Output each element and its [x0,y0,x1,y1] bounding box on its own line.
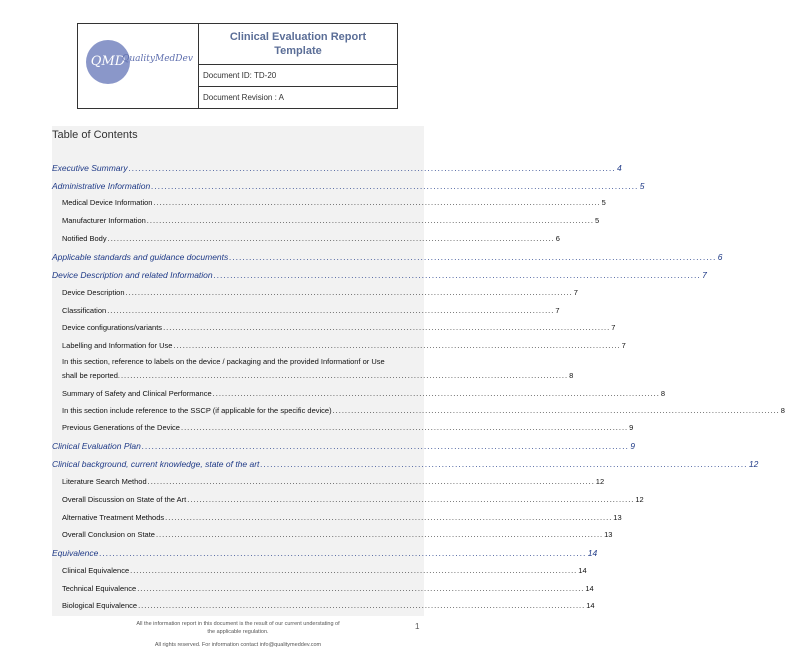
footer-line-1: All the information report in this document is the result of our current understating of [136,621,340,627]
toc-entry[interactable]: Overall Conclusion on State ................................................................................................................................................. 13 [62,530,613,539]
toc-entry[interactable]: Technical Equivalence ................................................................................................................................................. 14 [62,584,594,593]
logo-text: QualityMedDev [122,54,193,64]
toc-entry[interactable]: Device Description ................................................................................................................................................. 7 [62,288,578,297]
toc-entry[interactable]: Clinical background, current knowledge, state of the art ................................................................................................................................................. 12 [52,459,759,469]
toc-title: Table of Contents [52,129,138,141]
toc-entry[interactable]: Equivalence ................................................................................................................................................. 14 [52,548,598,558]
toc-entry[interactable]: Alternative Treatment Methods ................................................................................................................................................. 13 [62,513,622,522]
toc-entry[interactable]: Administrative Information ................................................................................................................................................. 5 [52,181,645,191]
document-header [77,23,398,109]
logo-mark: QMD [86,40,130,84]
title-line-2: Template [274,45,322,57]
toc-entry[interactable]: Clinical Evaluation Plan ................................................................................................................................................. 9 [52,441,635,451]
toc-entry[interactable]: Overall Discussion on State of the Art ................................................................................................................................................. 12 [62,495,644,504]
page-number: 1 [415,622,420,631]
footer-line-2: the applicable regulation. [207,629,269,635]
toc-entry[interactable]: Medical Device Information ................................................................................................................................................. 5 [62,198,606,207]
toc-entry[interactable]: Executive Summary ................................................................................................................................................. 4 [52,163,622,173]
document-revision: Document Revision : A [199,87,398,109]
toc-entry[interactable]: Previous Generations of the Device ................................................................................................................................................. 9 [62,423,634,432]
company-logo [86,40,198,84]
document-id: Document ID: TD-20 [199,65,398,87]
toc-entry[interactable]: Manufacturer Information ................................................................................................................................................. 5 [62,216,600,225]
toc-entry[interactable]: Biological Equivalence ................................................................................................................................................. 14 [62,601,595,610]
document-title [199,24,398,65]
toc-entry[interactable]: shall be reported. ................................................................................................................................................. 8 [62,371,574,380]
toc-entry[interactable]: Device configurations/variants ................................................................................................................................................. 7 [62,323,616,332]
toc-entry-title-only[interactable]: In this section, reference to labels on the device / packaging and the provided Informationf or Use [62,357,385,366]
footer-notice [100,620,376,636]
toc-entry[interactable]: Literature Search Method ................................................................................................................................................. 12 [62,477,605,486]
logo-cell [78,24,199,109]
toc-entry[interactable]: Summary of Safety and Clinical Performance ................................................................................................................................................. 8 [62,389,665,398]
toc-entry[interactable]: In this section include reference to the SSCP (if applicable for the specific device) ................................................................................................................................................. 8 [62,406,785,415]
toc-entry[interactable]: Classification ................................................................................................................................................. 7 [62,306,560,315]
toc-entry[interactable]: Applicable standards and guidance documents ................................................................................................................................................. 6 [52,252,723,262]
toc-entry[interactable]: Device Description and related Information ................................................................................................................................................. 7 [52,270,707,280]
footer-contact: All rights reserved. For information contact info@qualitymeddev.com [154,642,322,648]
toc-entry[interactable]: Notified Body ................................................................................................................................................. 6 [62,234,560,243]
toc-entry[interactable]: Clinical Equivalence ................................................................................................................................................. 14 [62,566,587,575]
toc-entry[interactable]: Labelling and Information for Use ................................................................................................................................................. 7 [62,341,626,350]
title-line-1: Clinical Evaluation Report [229,31,367,43]
